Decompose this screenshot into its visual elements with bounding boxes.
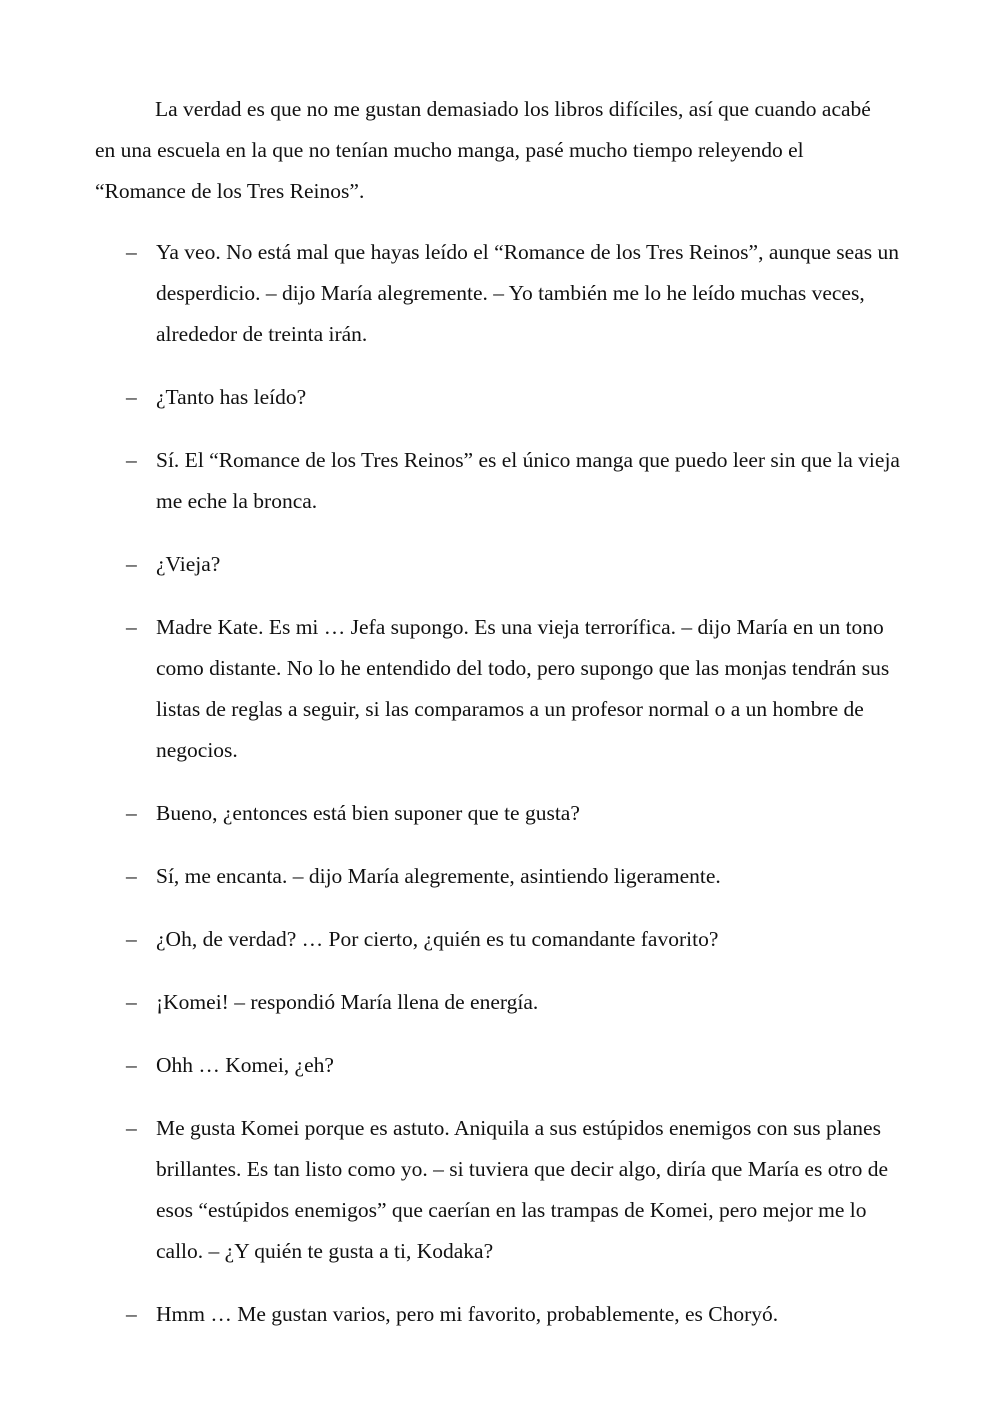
dialogue-text: Hmm … Me gustan varios, pero mi favorito, probablemente, es Choryó. [156, 1302, 779, 1326]
dialogue-dash: – [126, 552, 137, 576]
dialogue-dash: – [126, 385, 137, 409]
dialogue-dash: – [126, 927, 137, 951]
dialogue-text: ¿Tanto has leído? [156, 385, 307, 409]
dialogue-text: Sí. El “Romance de los Tres Reinos” es el único manga que puedo leer sin que la vieja me eche la bronca. [156, 448, 900, 513]
dialogue-text: Ya veo. No está mal que hayas leído el “Romance de los Tres Reinos”, aunque seas un desperdicio. – dijo María alegremente. – Yo también me lo he leído muchas veces, alrededor de treinta irán. [156, 240, 899, 346]
intro-paragraph: La verdad es que no me gustan demasiado los libros difíciles, así que cuando acabé en una escuela en la que no tenían mucho manga, pasé mucho tiempo releyendo el “Romance de los Tres Reinos”. [95, 97, 871, 203]
dialogue-dash: – [126, 615, 137, 639]
dialogue-list [95, 232, 915, 1357]
dialogue-dash: – [126, 448, 137, 472]
dialogue-line [95, 1108, 915, 1272]
dialogue-line [95, 377, 915, 418]
dialogue-dash: – [126, 801, 137, 825]
dialogue-text: Bueno, ¿entonces está bien suponer que te gusta? [156, 801, 580, 825]
dialogue-line [95, 440, 915, 522]
dialogue-dash: – [126, 990, 137, 1014]
dialogue-line [95, 232, 915, 355]
dialogue-text: ¿Oh, de verdad? … Por cierto, ¿quién es tu comandante favorito? [156, 927, 719, 951]
dialogue-dash: – [126, 1116, 137, 1140]
dialogue-text: Madre Kate. Es mi … Jefa supongo. Es una vieja terrorífica. – dijo María en un tono como distante. No lo he entendido del todo, pero supongo que las monjas tendrán sus listas de reglas a seguir, si las comparamos a un profesor normal o a un hombre de negocios. [156, 615, 890, 762]
dialogue-line [95, 793, 915, 834]
dialogue-line [95, 544, 915, 585]
dialogue-dash: – [126, 1053, 137, 1077]
dialogue-line [95, 856, 915, 897]
dialogue-text: Sí, me encanta. – dijo María alegremente, asintiendo ligeramente. [156, 864, 721, 888]
dialogue-dash: – [126, 864, 137, 888]
dialogue-dash: – [126, 1302, 137, 1326]
dialogue-text: ¿Vieja? [156, 552, 221, 576]
dialogue-line [95, 607, 915, 771]
dialogue-text: Ohh … Komei, ¿eh? [156, 1053, 334, 1077]
dialogue-line [95, 1045, 915, 1086]
dialogue-text: ¡Komei! – respondió María llena de energía. [156, 990, 539, 1014]
dialogue-line [95, 1294, 915, 1335]
dialogue-dash: – [126, 240, 137, 264]
dialogue-line [95, 919, 915, 960]
dialogue-line [95, 982, 915, 1023]
dialogue-text: Me gusta Komei porque es astuto. Aniquila a sus estúpidos enemigos con sus planes brillantes. Es tan listo como yo. – si tuviera que decir algo, diría que María es otro de esos “estúpidos enemigos” que caerían en las trampas de Komei, pero mejor me lo callo. – ¿Y quién te gusta a ti, Kodaka? [156, 1116, 888, 1263]
